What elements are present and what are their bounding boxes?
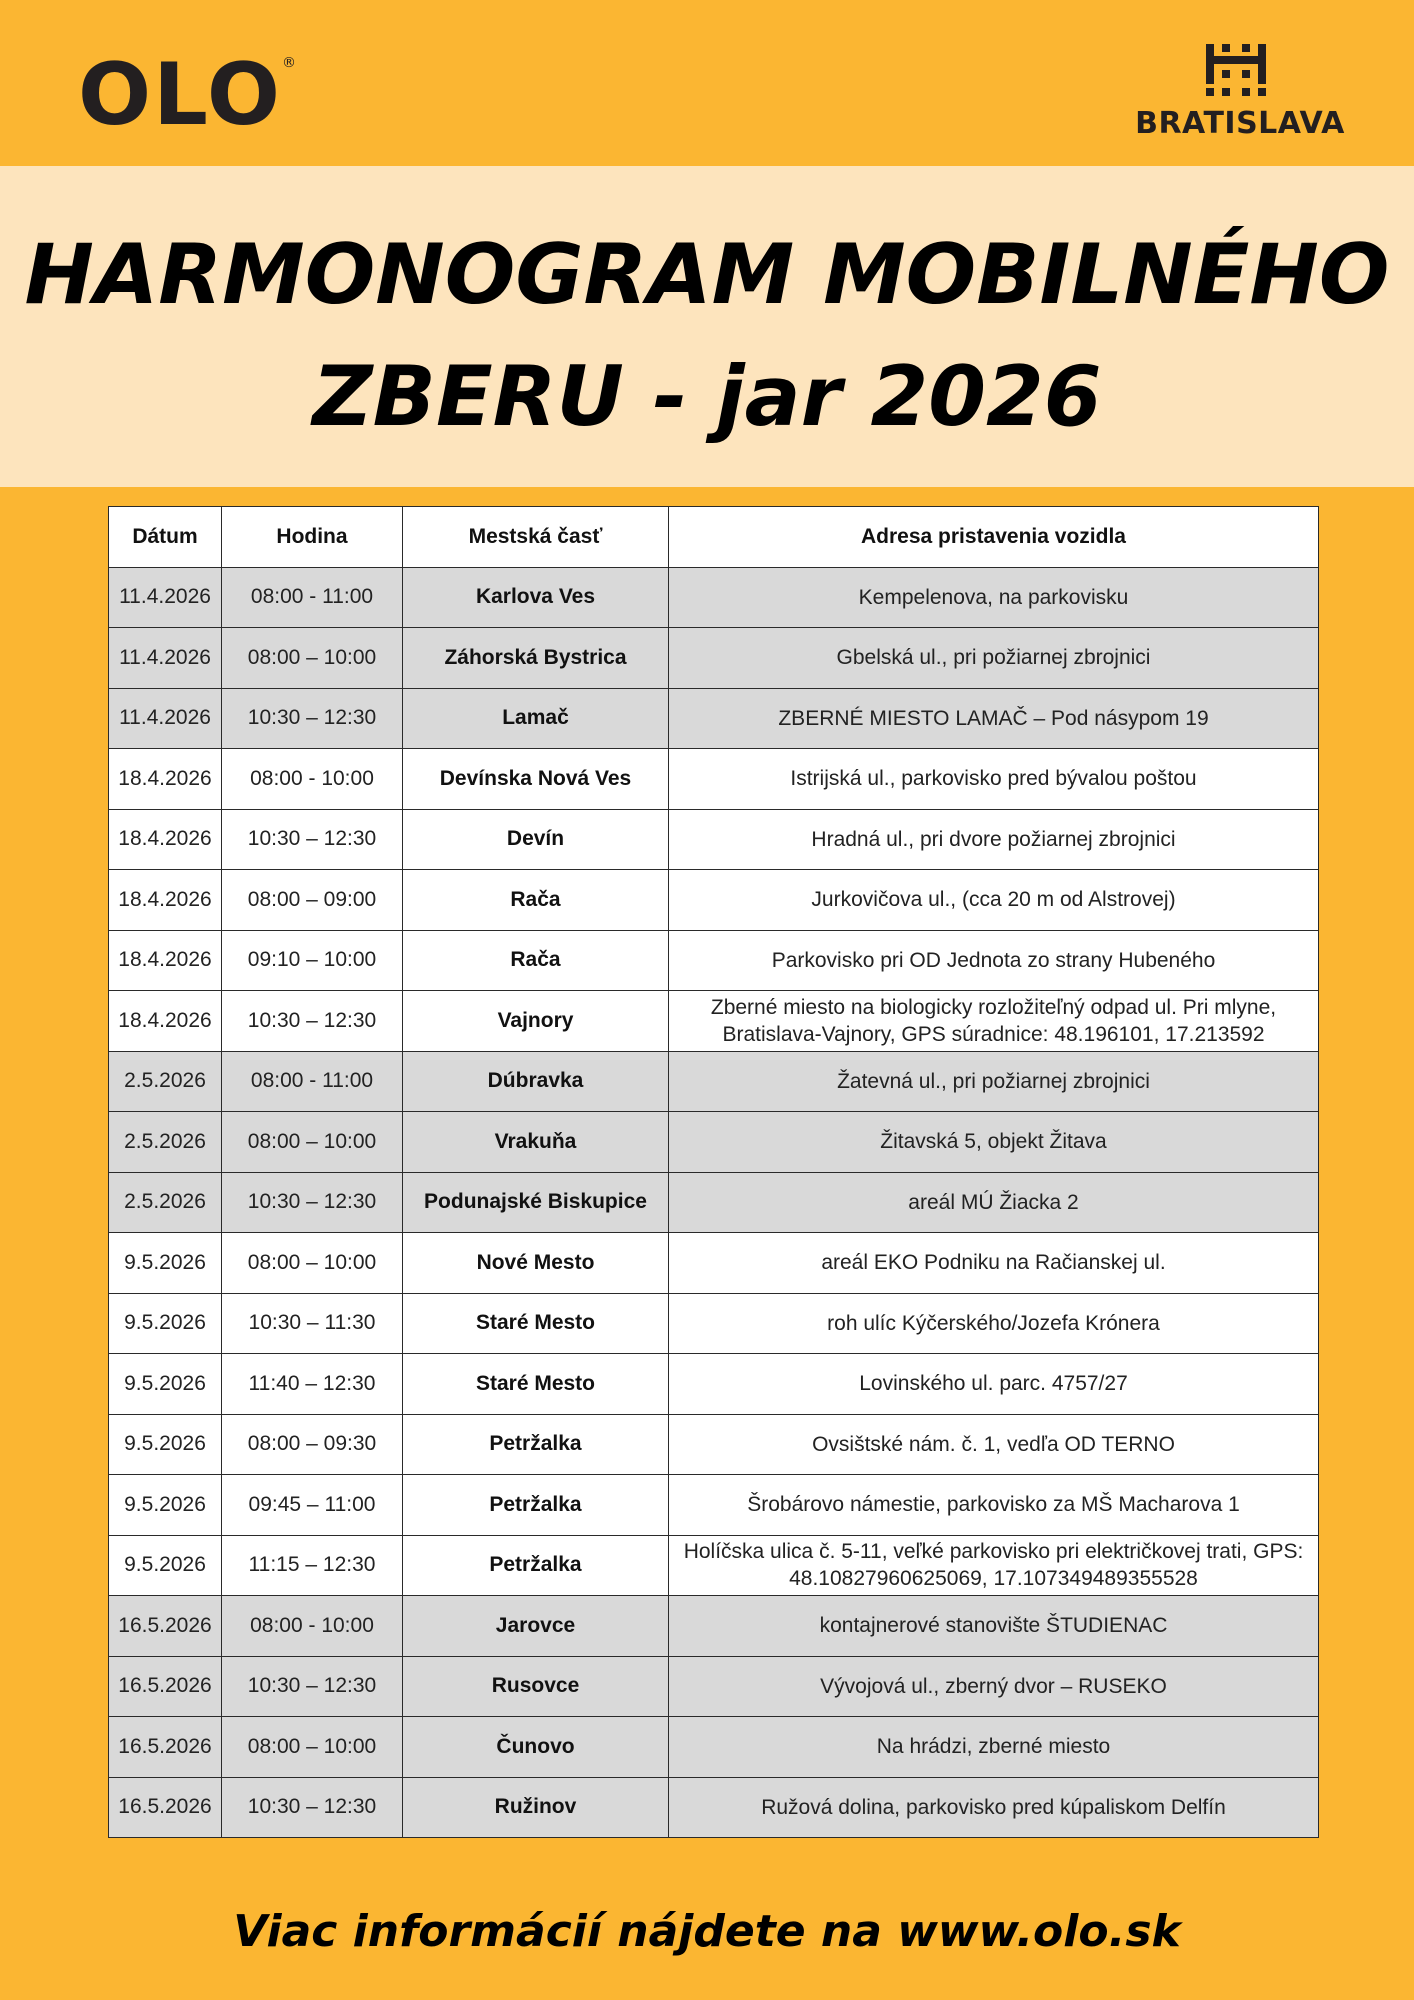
cell-time: 09:45 – 11:00 xyxy=(222,1475,403,1536)
cell-address: Žitavská 5, objekt Žitava xyxy=(669,1112,1319,1173)
cell-time: 08:00 – 09:30 xyxy=(222,1414,403,1475)
cell-date: 9.5.2026 xyxy=(109,1233,222,1294)
cell-date: 2.5.2026 xyxy=(109,1051,222,1112)
cell-date: 9.5.2026 xyxy=(109,1535,222,1596)
cell-date: 16.5.2026 xyxy=(109,1717,222,1778)
cell-date: 2.5.2026 xyxy=(109,1172,222,1233)
cell-district: Vajnory xyxy=(403,991,669,1052)
cell-address: Holíčska ulica č. 5-11, veľké parkovisko pri električkovej trati, GPS: 48.10827960625069, 17.107349489355528 xyxy=(669,1535,1319,1596)
cell-district: Záhorská Bystrica xyxy=(403,628,669,689)
cell-time: 08:00 - 11:00 xyxy=(222,567,403,628)
cell-time: 08:00 – 10:00 xyxy=(222,1717,403,1778)
cell-time: 10:30 – 12:30 xyxy=(222,1172,403,1233)
cell-address: Vývojová ul., zberný dvor – RUSEKO xyxy=(669,1656,1319,1717)
column-header-date: Dátum xyxy=(109,507,222,568)
cell-district: Petržalka xyxy=(403,1475,669,1536)
cell-district: Nové Mesto xyxy=(403,1233,669,1294)
cell-date: 18.4.2026 xyxy=(109,749,222,810)
table-row xyxy=(109,1354,1319,1415)
cell-address: kontajnerové stanovište ŠTUDIENAC xyxy=(669,1596,1319,1657)
cell-district: Rača xyxy=(403,930,669,991)
cell-address: Lovinského ul. parc. 4757/27 xyxy=(669,1354,1319,1415)
cell-district: Petržalka xyxy=(403,1414,669,1475)
bratislava-castle-icon xyxy=(1204,44,1268,98)
cell-date: 2.5.2026 xyxy=(109,1112,222,1173)
table-header-row xyxy=(109,507,1319,568)
table-row xyxy=(109,1293,1319,1354)
cell-date: 16.5.2026 xyxy=(109,1777,222,1838)
cell-address: Zberné miesto na biologicky rozložiteľný odpad ul. Pri mlyne, Bratislava-Vajnory, GPS súradnice: 48.196101, 17.213592 xyxy=(669,991,1319,1052)
table-row xyxy=(109,1656,1319,1717)
table-row xyxy=(109,1777,1319,1838)
title-line-1: HARMONOGRAM MOBILNÉHO xyxy=(24,226,1390,323)
table-row xyxy=(109,1051,1319,1112)
cell-time: 09:10 – 10:00 xyxy=(222,930,403,991)
cell-time: 08:00 – 09:00 xyxy=(222,870,403,931)
table-row xyxy=(109,1475,1319,1536)
olo-logo xyxy=(78,45,298,145)
cell-district: Staré Mesto xyxy=(403,1354,669,1415)
cell-time: 10:30 – 12:30 xyxy=(222,688,403,749)
cell-address: Jurkovičova ul., (cca 20 m od Alstrovej) xyxy=(669,870,1319,931)
cell-date: 16.5.2026 xyxy=(109,1656,222,1717)
table-row xyxy=(109,567,1319,628)
table-row xyxy=(109,1717,1319,1778)
cell-address: areál EKO Podniku na Račianskej ul. xyxy=(669,1233,1319,1294)
cell-time: 10:30 – 12:30 xyxy=(222,1656,403,1717)
table-row xyxy=(109,930,1319,991)
cell-date: 9.5.2026 xyxy=(109,1414,222,1475)
cell-address: Ovsištské nám. č. 1, vedľa OD TERNO xyxy=(669,1414,1319,1475)
table-row xyxy=(109,1414,1319,1475)
cell-district: Dúbravka xyxy=(403,1051,669,1112)
cell-time: 11:15 – 12:30 xyxy=(222,1535,403,1596)
cell-time: 10:30 – 12:30 xyxy=(222,991,403,1052)
registered-mark: ® xyxy=(281,55,298,71)
page-title xyxy=(0,166,1414,458)
cell-date: 9.5.2026 xyxy=(109,1354,222,1415)
cell-district: Čunovo xyxy=(403,1717,669,1778)
cell-time: 11:40 – 12:30 xyxy=(222,1354,403,1415)
cell-address: Kempelenova, na parkovisku xyxy=(669,567,1319,628)
cell-address: areál MÚ Žiacka 2 xyxy=(669,1172,1319,1233)
cell-district: Rusovce xyxy=(403,1656,669,1717)
cell-time: 10:30 – 11:30 xyxy=(222,1293,403,1354)
cell-date: 11.4.2026 xyxy=(109,628,222,689)
bratislava-logo-text: BRATISLAVA xyxy=(1135,106,1345,141)
column-header-address: Adresa pristavenia vozidla xyxy=(669,507,1319,568)
cell-time: 10:30 – 12:30 xyxy=(222,809,403,870)
cell-district: Podunajské Biskupice xyxy=(403,1172,669,1233)
title-line-2: ZBERU - jar 2026 xyxy=(312,348,1102,445)
cell-address: Gbelská ul., pri požiarnej zbrojnici xyxy=(669,628,1319,689)
table-row xyxy=(109,1112,1319,1173)
olo-logo-text: OLO xyxy=(78,45,282,145)
cell-date: 9.5.2026 xyxy=(109,1475,222,1536)
cell-time: 08:00 – 10:00 xyxy=(222,628,403,689)
table-row xyxy=(109,991,1319,1052)
cell-time: 08:00 - 11:00 xyxy=(222,1051,403,1112)
table-row xyxy=(109,1535,1319,1596)
cell-address: Hradná ul., pri dvore požiarnej zbrojnici xyxy=(669,809,1319,870)
cell-district: Jarovce xyxy=(403,1596,669,1657)
cell-district: Devín xyxy=(403,809,669,870)
cell-address: Na hrádzi, zberné miesto xyxy=(669,1717,1319,1778)
cell-time: 08:00 – 10:00 xyxy=(222,1233,403,1294)
cell-address: Ružová dolina, parkovisko pred kúpaliskom Delfín xyxy=(669,1777,1319,1838)
schedule-table-body xyxy=(109,567,1319,1838)
cell-district: Rača xyxy=(403,870,669,931)
cell-date: 18.4.2026 xyxy=(109,870,222,931)
cell-district: Karlova Ves xyxy=(403,567,669,628)
cell-address: Parkovisko pri OD Jednota zo strany Hubeného xyxy=(669,930,1319,991)
cell-district: Devínska Nová Ves xyxy=(403,749,669,810)
title-band xyxy=(0,166,1414,487)
cell-district: Vrakuňa xyxy=(403,1112,669,1173)
table-row xyxy=(109,1172,1319,1233)
table-row xyxy=(109,809,1319,870)
cell-district: Petržalka xyxy=(403,1535,669,1596)
cell-time: 08:00 – 10:00 xyxy=(222,1112,403,1173)
bratislava-logo xyxy=(1120,44,1360,144)
cell-address: Žatevná ul., pri požiarnej zbrojnici xyxy=(669,1051,1319,1112)
cell-date: 9.5.2026 xyxy=(109,1293,222,1354)
schedule-table xyxy=(108,506,1319,1838)
cell-date: 11.4.2026 xyxy=(109,567,222,628)
cell-address: Šrobárovo námestie, parkovisko za MŠ Macharova 1 xyxy=(669,1475,1319,1536)
cell-district: Ružinov xyxy=(403,1777,669,1838)
column-header-time: Hodina xyxy=(222,507,403,568)
table-row xyxy=(109,749,1319,810)
footer-info: Viac informácií nájdete na www.olo.sk xyxy=(233,1906,1181,1957)
table-row xyxy=(109,688,1319,749)
table-row xyxy=(109,870,1319,931)
cell-address: ZBERNÉ MIESTO LAMAČ – Pod násypom 19 xyxy=(669,688,1319,749)
table-row xyxy=(109,628,1319,689)
cell-date: 18.4.2026 xyxy=(109,991,222,1052)
cell-date: 11.4.2026 xyxy=(109,688,222,749)
cell-district: Staré Mesto xyxy=(403,1293,669,1354)
cell-address: roh ulíc Kýčerského/Jozefa Krónera xyxy=(669,1293,1319,1354)
cell-date: 18.4.2026 xyxy=(109,930,222,991)
table-row xyxy=(109,1233,1319,1294)
cell-time: 08:00 - 10:00 xyxy=(222,749,403,810)
column-header-district: Mestská časť xyxy=(403,507,669,568)
cell-district: Lamač xyxy=(403,688,669,749)
cell-date: 16.5.2026 xyxy=(109,1596,222,1657)
cell-date: 18.4.2026 xyxy=(109,809,222,870)
cell-address: Istrijská ul., parkovisko pred bývalou poštou xyxy=(669,749,1319,810)
cell-time: 08:00 - 10:00 xyxy=(222,1596,403,1657)
table-row xyxy=(109,1596,1319,1657)
cell-time: 10:30 – 12:30 xyxy=(222,1777,403,1838)
